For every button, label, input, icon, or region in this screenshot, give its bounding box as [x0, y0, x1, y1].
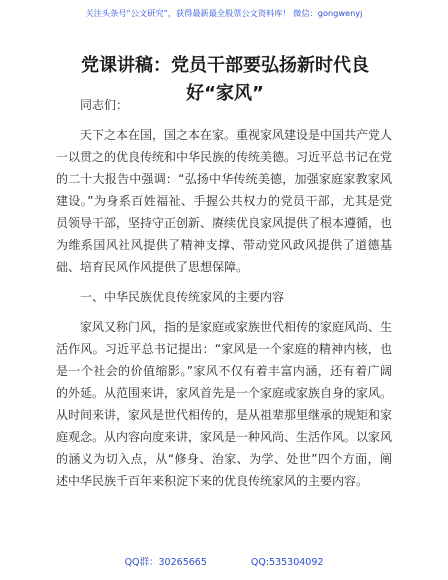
- section-heading-1: 一、中华民族优良传统家风的主要内容: [80, 290, 285, 304]
- header-promo-note: 关注头条号“公文研究”，获得最新最全股票公文资料库！ 微信：gongwenyj: [85, 8, 363, 18]
- greeting: 同志们：: [80, 98, 129, 112]
- footer-qq-group: QQ群：30265665: [124, 557, 207, 568]
- footer-qq: QQ:535304092: [250, 557, 324, 568]
- document-body: [56, 94, 392, 492]
- paragraph-intro: 天下之本在国，国之本在家。重视家风建设是中国共产党人一以贯之的优良传统和中华民族的传统美德。习近平总书记在党的二十大报告中强调：“弘扬中华传统美德，加强家庭家教家风建设。”为身系百姓福祉、手握公共权力的党员干部，尤其是党员领导干部，坚持守正创新、赓续优良家风提供了根本遵循，也为维系国风社风提供了精神支撑、带动党风政风提供了道德基础、培育民风作风提供了思想保障。: [56, 128, 393, 274]
- footer-contact: [0, 554, 448, 568]
- paragraph-family-style: 家风又称门风，指的是家庭或家族世代相传的家庭风尚、生活作风。习近平总书记提出：“家风是一个家庭的精神内核，也是一个社会的价值缩影。”家风不仅有着丰富内涵，还有着广阔的外延。从范围来讲，家风首先是一个家庭或家族自身的家风。从时间来讲，家风是世代相传的，是从祖辈那里继承的规矩和家庭观念。从内容向度来讲，家风是一种风尚、生活作风。以家风的涵义为切入点，从“修身、治家、为学、处世”四个方面，阐述中华民族千百年来积淀下来的优良传统家风的主要内容。: [56, 320, 393, 488]
- document-title: 党课讲稿：党员干部要弘扬新时代良好“家风”: [81, 55, 369, 104]
